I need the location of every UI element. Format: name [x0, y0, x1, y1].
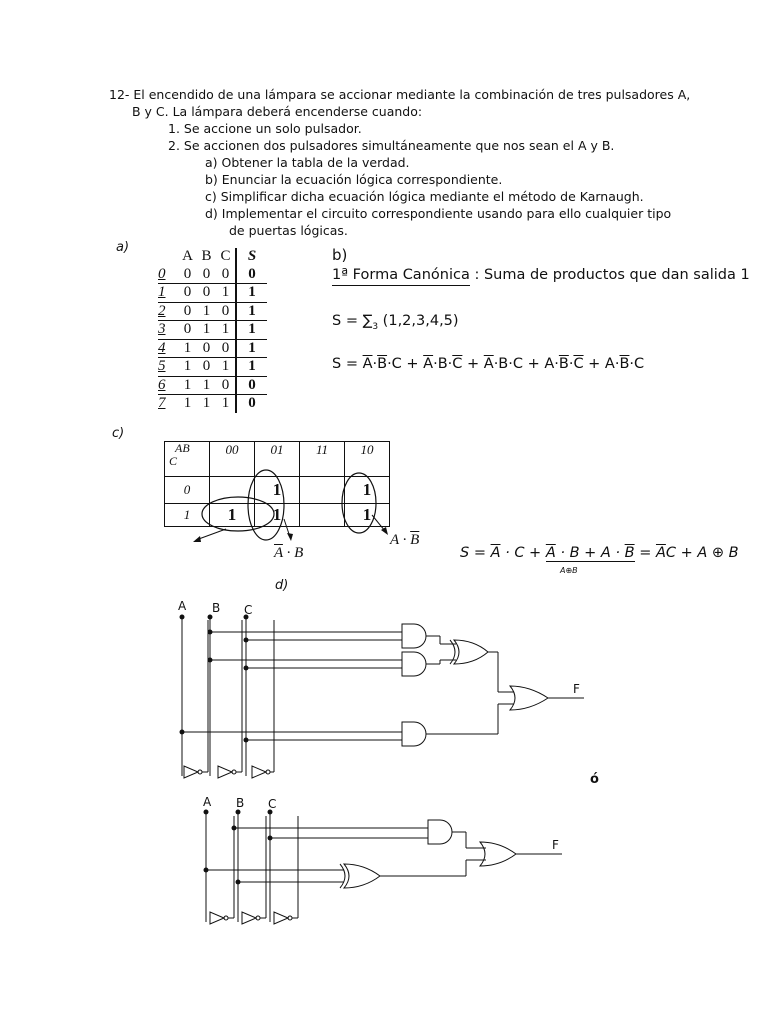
circuit2-output-f: F	[552, 838, 559, 852]
kmap-cell: 1	[210, 504, 255, 527]
kmap-cell: 1	[255, 504, 300, 527]
value-a: 1	[178, 358, 197, 377]
value-a: 0	[178, 321, 197, 340]
row-index: 3	[158, 321, 178, 340]
row-index: 6	[158, 376, 178, 395]
row-index: 0	[158, 266, 178, 284]
group-label-a-not-b: $A \cdot \overline{B}$	[390, 532, 420, 548]
output-s: 0	[236, 395, 267, 413]
value-a: 1	[183, 395, 192, 412]
circuit1-input-a: A	[178, 599, 187, 613]
output-s: 1	[236, 339, 267, 358]
task-a: a) Obtener la tabla de la verdad.	[205, 155, 410, 170]
output-s: 1	[236, 284, 267, 303]
kmap-col-00: 00	[210, 442, 255, 477]
canonical-heading-prefix: 1ª Forma Canónica	[332, 267, 470, 286]
section-d-label: d)	[275, 578, 289, 593]
header-c: C	[220, 248, 231, 265]
row-index: 2	[158, 302, 178, 321]
problem-statement-line2: B y C. La lámpara deberá encenderse cuando:	[132, 104, 423, 119]
minterm-sum-lhs: S = ∑	[332, 313, 373, 329]
row-index: 5	[158, 358, 178, 377]
circuit1-output-f: F	[573, 682, 580, 696]
kmap-cell: 1	[345, 504, 390, 527]
circuit1-input-c: C	[244, 603, 253, 617]
value-a: 1	[178, 376, 197, 395]
canonical-heading-suffix: : Suma de productos que dan salida 1	[469, 267, 750, 283]
output-s: 0	[236, 376, 267, 395]
kmap-row-1: 1	[165, 504, 210, 527]
section-c-label: c)	[112, 426, 125, 441]
value-b: 0	[197, 358, 216, 377]
kmap-col-10: 10	[345, 442, 390, 477]
output-s: 1	[236, 302, 267, 321]
value-c: 0	[216, 376, 236, 395]
header-a: A	[182, 248, 193, 265]
section-b-label: b)	[332, 246, 348, 264]
value-b: 0	[197, 266, 216, 284]
minterm-sum-sub: 3	[372, 321, 379, 332]
task-d-continuation: de puertas lógicas.	[229, 223, 348, 238]
value-b: 0	[197, 339, 216, 358]
section-a-label: a)	[116, 240, 130, 255]
row-index: 1	[158, 284, 178, 303]
header-s: S	[236, 248, 267, 266]
minterm-sum-rhs: (1,2,3,4,5)	[378, 313, 459, 329]
value-c: 1	[216, 284, 236, 303]
task-c: c) Simplificar dicha ecuación lógica mediante el método de Karnaugh.	[205, 189, 644, 204]
value-b: 0	[197, 284, 216, 303]
value-c: 1	[221, 395, 230, 412]
problem-statement-line1: 12- El encendido de una lámpara se accionar mediante la combinación de tres pulsadores A,	[109, 87, 691, 102]
value-b: 1	[197, 302, 216, 321]
kmap-row-0: 0	[165, 477, 210, 504]
circuit2-input-a: A	[203, 795, 212, 809]
row-index: 4	[158, 339, 178, 358]
group-label-not-a-b: $\overline{A} \cdot B$	[274, 545, 304, 561]
value-a: 1	[178, 339, 197, 358]
value-b: 1	[197, 376, 216, 395]
kmap-cell: 1	[255, 477, 300, 504]
task-b: b) Enunciar la ecuación lógica correspondiente.	[205, 172, 503, 187]
kmap-corner-ab: AB	[175, 441, 190, 455]
value-c: 0	[216, 302, 236, 321]
or-separator: ó	[590, 772, 599, 787]
value-a: 0	[178, 302, 197, 321]
circuit2-input-c: C	[268, 797, 277, 811]
xor-annotation: A⊕B	[560, 566, 578, 575]
value-b: 1	[202, 395, 211, 412]
header-b: B	[201, 248, 212, 265]
kmap-cell: 1	[345, 477, 390, 504]
output-s: 1	[236, 321, 267, 340]
value-c: 1	[216, 358, 236, 377]
output-s: 1	[236, 358, 267, 377]
kmap-col-11: 11	[300, 442, 345, 477]
row-index: 7	[158, 395, 166, 412]
kmap-col-01: 01	[255, 442, 300, 477]
kmap-corner-c: C	[169, 454, 178, 468]
output-s: 0	[236, 266, 267, 284]
simplified-equation: $S = \overline{A} \cdot C + \overline{A} \cdot B + A \cdot \overline{B} = \overline{A}C + A$ ⊕ B	[460, 545, 739, 561]
task-d: d) Implementar el circuito correspondiente usando para ello cualquier tipo	[205, 206, 672, 221]
canonical-equation: $S = \overline{A}\cdot\overline{B}\cdot C + \overline{A}\cdot B\cdot\overline{C} + \overline{A}\cdot B\cdot C + A\cdot\overline{B}\cdot\overline{C} + A\cdot\overline{B}\cdot C$	[332, 356, 645, 372]
value-c: 0	[216, 339, 236, 358]
condition-1: 1. Se accione un solo pulsador.	[168, 121, 362, 136]
condition-2: 2. Se accionen dos pulsadores simultáneamente que nos sean el A y B.	[168, 138, 615, 153]
value-c: 1	[216, 321, 236, 340]
circuit2-input-b: B	[236, 796, 245, 810]
value-c: 0	[216, 266, 236, 284]
value-b: 1	[197, 321, 216, 340]
value-a: 0	[178, 266, 197, 284]
value-a: 0	[178, 284, 197, 303]
circuit1-input-b: B	[212, 601, 221, 615]
